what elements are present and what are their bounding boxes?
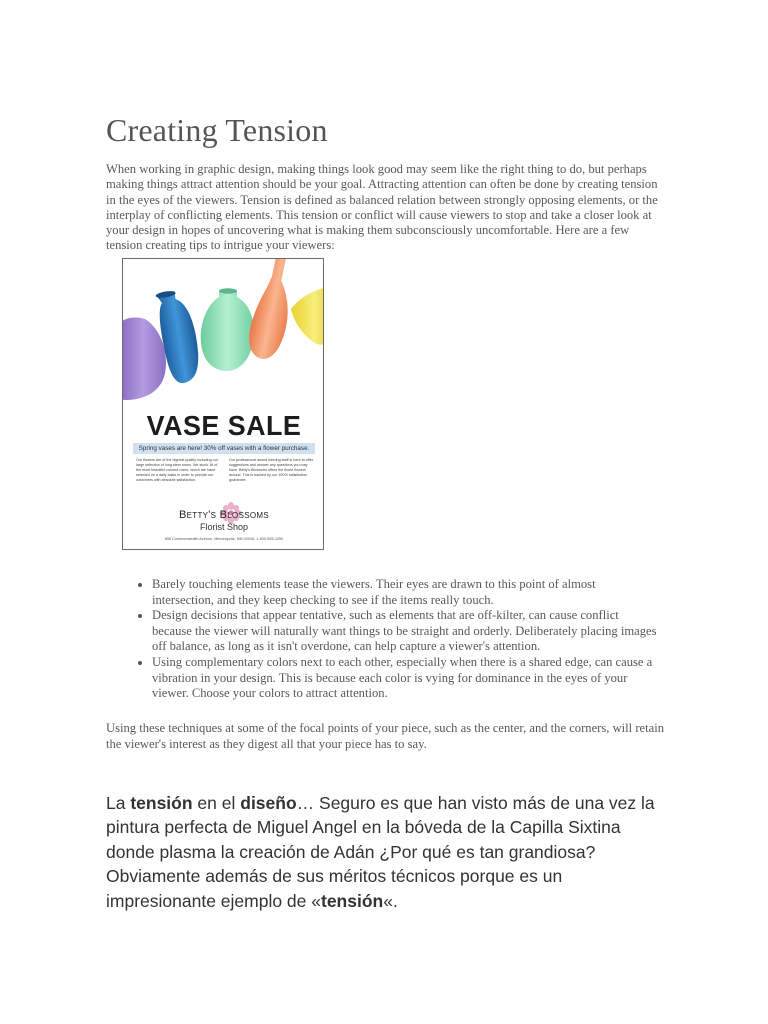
poster-shop-name: Betty's Blossoms bbox=[179, 509, 269, 521]
spanish-text: La bbox=[106, 793, 131, 813]
spanish-paragraph bbox=[106, 791, 666, 913]
mint-vase bbox=[201, 288, 254, 371]
spanish-bold-diseno: diseño bbox=[240, 793, 297, 813]
poster-headline: VASE SALE bbox=[146, 410, 302, 441]
poster-column-right: Our professional award winning staff is here to offer suggestions and answer any questions you may have. Betty's Blossoms offers the finest flowers around. This is backed by our 100% satisfaction guarantee. bbox=[229, 458, 314, 482]
poster-banner: Spring vases are here! 30% off vases with a flower purchase. bbox=[133, 443, 315, 454]
poster-column-left: Our flowers are of the highest quality including our large selection of long stem roses. We stock 16 of the most beautiful colored roses, which are hand selected on a daily basis in order to provide our customers with absolute satisfaction. bbox=[136, 458, 218, 482]
tips-list bbox=[130, 577, 660, 702]
outro-paragraph: Using these techniques at some of the focal points of your piece, such as the center, and the corners, will retain the viewer's interest as they digest all that your piece has to say. bbox=[106, 721, 664, 751]
page-title: Creating Tension bbox=[106, 112, 328, 148]
spanish-text: «. bbox=[383, 890, 398, 911]
list-item: • Using complementary colors next to each other, especially when there is a shared edge, can cause a vibration in your design. This is because each color is vying for dominance in the eyes of your viewer. Choose your colors to attract attention. bbox=[152, 655, 660, 702]
spanish-bold-tension-2: tensión bbox=[321, 890, 384, 911]
list-item: • Barely touching elements tease the viewers. Their eyes are drawn to this point of almost intersection, and they keep checking to see if the items really touch. bbox=[152, 577, 660, 608]
spanish-bold-tension: tensión bbox=[130, 793, 193, 813]
vases-illustration bbox=[123, 259, 324, 409]
vase-sale-poster bbox=[122, 258, 324, 550]
purple-vase bbox=[123, 317, 166, 400]
spanish-text: … Seguro es que han visto más de una vez la pintura perfecta de Miguel Angel en la bóveda de la Capilla Sixtina donde plasma la creación de Adán ¿Por qué es tan grandiosa? Obviamente además de sus méritos técnicos porque es un impresionante ejemplo de « bbox=[106, 793, 655, 911]
poster-shop-subtitle: Florist Shop bbox=[199, 522, 249, 532]
poster-address: 856 Commonwealth Avenue, Minneapolis, MN 02016, 1-800-555-1250 bbox=[164, 537, 284, 541]
yellow-vase bbox=[291, 285, 324, 345]
intro-paragraph: When working in graphic design, making things look good may seem like the right thing to do, but perhaps making things attract attention should be your goal. Attracting attention can often be done by creating tension in the eyes of the viewers. Tension is defined as balanced relation between strongly opposing elements, or the interplay of conflicting elements. This tension or conflict will cause viewers to stop and take a closer look at your design in hopes of uncovering what is making them subconsciously uncomfortable. Here are a few tension creating tips to intrigue your viewers: bbox=[106, 162, 658, 253]
spanish-text: en el bbox=[192, 793, 241, 813]
list-item: • Design decisions that appear tentative, such as elements that are off-kilter, can cause conflict because the viewer will naturally want things to be straight and orderly. Deliberately placing images off balance, as long as it isn't overdone, can help capture a viewer's attention. bbox=[152, 608, 660, 655]
